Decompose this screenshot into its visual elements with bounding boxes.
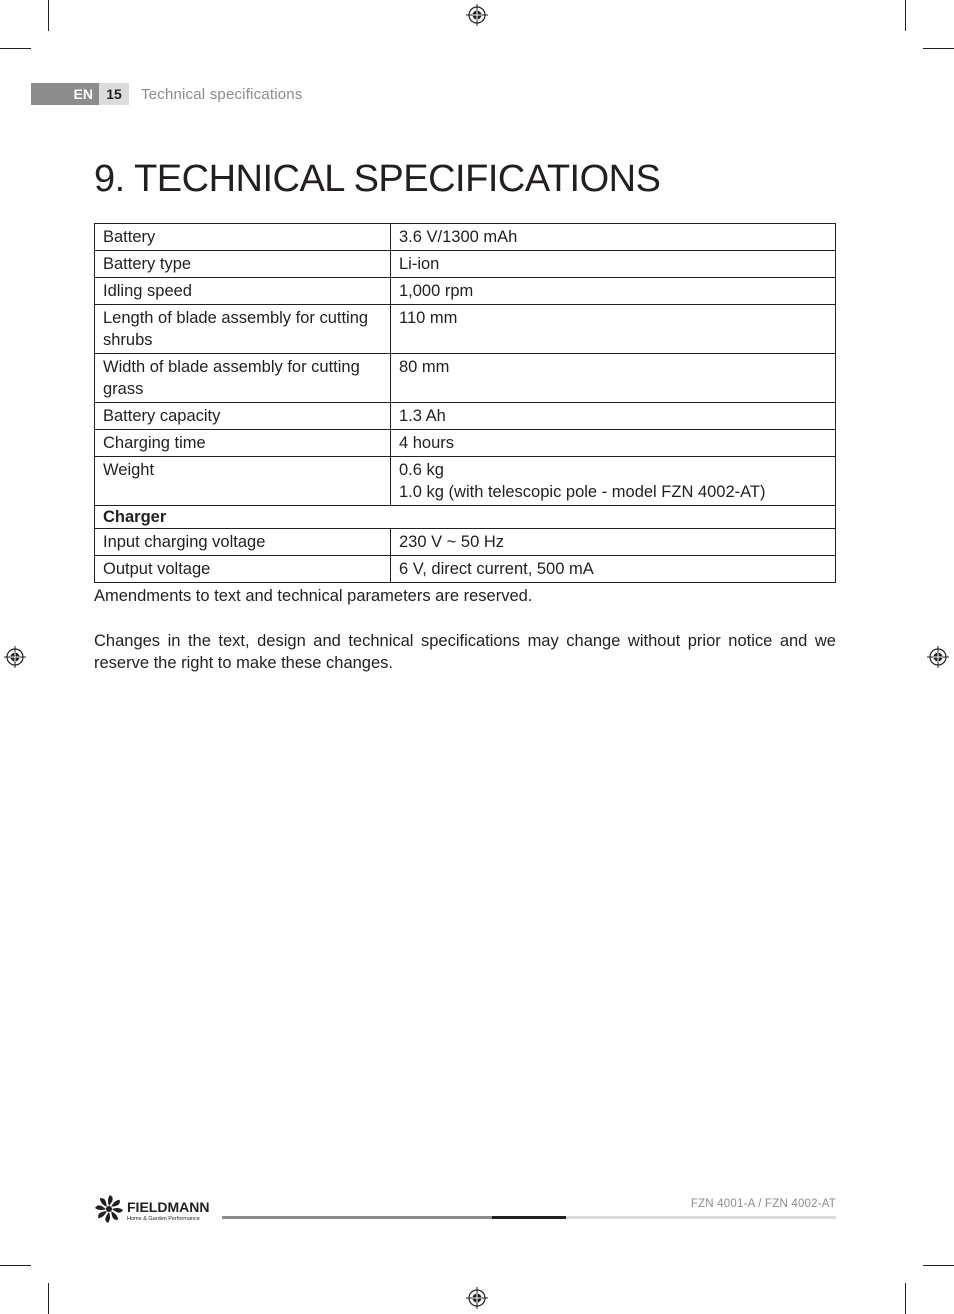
spec-label: Length of blade assembly for cutting shrubs (95, 305, 391, 354)
spec-value (391, 251, 836, 278)
table-row (95, 556, 836, 583)
spec-label: Output voltage (95, 556, 391, 583)
table-row (95, 224, 836, 251)
brand-tagline: Home & Garden Performance (127, 1216, 200, 1222)
spec-value (391, 556, 836, 583)
table-row (95, 354, 836, 403)
footer-rule (222, 1216, 492, 1219)
spec-value (391, 354, 836, 403)
table-row (95, 430, 836, 457)
page-title: 9. TECHNICAL SPECIFICATIONS (94, 158, 661, 200)
spec-value-line: 4 hours (399, 434, 455, 452)
brand-name: FIELDMANN (127, 1199, 210, 1215)
spec-value (391, 430, 836, 457)
crop-mark (923, 1265, 954, 1266)
spec-value (391, 278, 836, 305)
crop-mark (0, 48, 31, 49)
spec-value (391, 305, 836, 354)
registration-mark-icon (466, 4, 488, 26)
specifications-table (94, 223, 836, 583)
spec-label: Battery (95, 224, 391, 251)
spec-value (391, 224, 836, 251)
spec-value-line: 1.0 kg (with telescopic pole - model FZN 4002-AT) (399, 483, 766, 501)
crop-mark (48, 1283, 49, 1314)
spec-label: Weight (95, 457, 391, 506)
spec-label: Input charging voltage (95, 529, 391, 556)
crop-mark (0, 1265, 31, 1266)
fieldmann-logo (94, 1192, 222, 1226)
footer-model-number: FZN 4001-A / FZN 4002-AT (690, 1198, 836, 1210)
footer-rule (492, 1216, 566, 1219)
table-row (95, 278, 836, 305)
crop-mark (905, 0, 906, 31)
spec-label: Charging time (95, 430, 391, 457)
table-section-row (95, 506, 836, 529)
spec-value (391, 457, 836, 506)
section-label: Technical specifications (141, 85, 303, 103)
table-row (95, 457, 836, 506)
table-row (95, 529, 836, 556)
spec-value (391, 529, 836, 556)
spec-value-line: 110 mm (399, 309, 458, 327)
amendments-note: Amendments to text and technical parameters are reserved. (94, 587, 533, 605)
spec-value-line: 6 V, direct current, 500 mA (399, 560, 594, 578)
crop-mark (48, 0, 49, 31)
specifications-table-body (95, 224, 836, 583)
changes-note: Changes in the text, design and technical specifications may change without prior notice and we reserve the right to make these changes. (94, 632, 836, 672)
spec-value-line: 80 mm (399, 358, 450, 376)
charger-heading: Charger (95, 506, 836, 529)
spec-value-line: 3.6 V/1300 mAh (399, 228, 518, 246)
table-row (95, 403, 836, 430)
spec-value-line: 0.6 kg (399, 461, 444, 479)
spec-label: Width of blade assembly for cutting grass (95, 354, 391, 403)
table-row (95, 305, 836, 354)
spec-value-line: Li-ion (399, 255, 440, 273)
registration-mark-icon (4, 646, 26, 668)
crop-mark (923, 48, 954, 49)
registration-mark-icon (927, 646, 949, 668)
crop-mark (905, 1283, 906, 1314)
spec-label: Battery type (95, 251, 391, 278)
registration-mark-icon (466, 1287, 488, 1309)
page-number: 15 (99, 83, 129, 105)
table-row (95, 251, 836, 278)
spec-value-line: 1,000 rpm (399, 282, 474, 300)
spec-value-line: 1.3 Ah (399, 407, 446, 425)
spec-label: Idling speed (95, 278, 391, 305)
spec-label: Battery capacity (95, 403, 391, 430)
flower-icon (95, 1195, 123, 1223)
spec-value (391, 403, 836, 430)
spec-value-line: 230 V ~ 50 Hz (399, 533, 505, 551)
page-header (31, 83, 303, 105)
footer-rule (566, 1216, 836, 1219)
language-badge: EN (31, 83, 99, 105)
